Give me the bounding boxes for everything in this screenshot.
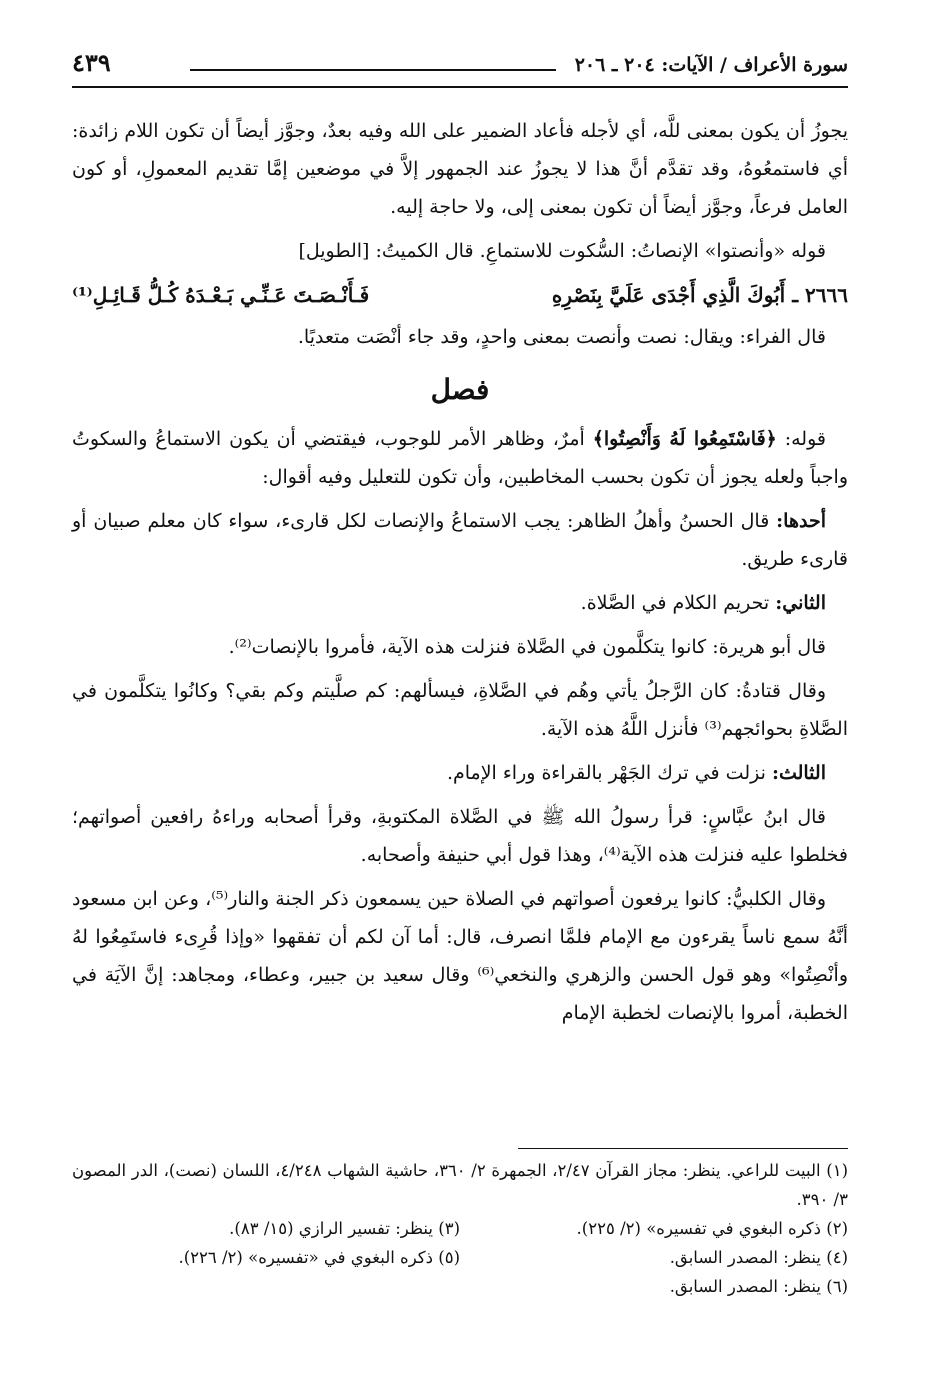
main-text bbox=[72, 112, 848, 1038]
paragraph-6 bbox=[72, 584, 848, 622]
section-heading: فصل bbox=[430, 373, 490, 406]
surah-title: سورة الأعراف / الآيات: ٢٠٤ ـ ٢٠٦ bbox=[574, 54, 848, 76]
opinion-label-first: أحدها: bbox=[776, 510, 826, 532]
paragraph-4 bbox=[72, 420, 848, 496]
paragraph-9 bbox=[72, 754, 848, 792]
footnote-1: (١) البيت للراعي. ينظر: مجاز القرآن ٢/٤٧، الجمهرة ٢/ ٣٦٠، حاشية الشهاب ٤/٢٤٨، اللسان (نصت)، الدر المصون ٣/ ٣٩٠. bbox=[72, 1161, 848, 1209]
paragraph-10: قال ابنُ عبَّاسٍ: قرأ رسولُ الله ﷺ في الصَّلاة المكتوبةِ، وقرأ أصحابه وراءهُ رافعين أصواتهم؛ فخلطوا عليه فنزلت هذه الآية⁽⁴⁾، وهذا قول أبي حنيفة وأصحابه. bbox=[72, 806, 848, 866]
footnote-3: (٣) ينظر: تفسير الرازي (١٥/ ٨٣). bbox=[229, 1219, 460, 1238]
footnote-6: (٦) ينظر: المصدر السابق. bbox=[669, 1277, 848, 1296]
footnote-separator bbox=[518, 1148, 848, 1149]
paragraph-2: قوله «وأنصتوا» الإنصاتُ: السُّكوت للاستماعِ. قال الكميتُ: [الطويل] bbox=[298, 240, 826, 262]
opinion-label-third: الثالث: bbox=[771, 762, 826, 784]
footnote-4: (٤) ينظر: المصدر السابق. bbox=[669, 1248, 848, 1267]
page-number: ٤٣٩ bbox=[72, 48, 111, 77]
opinion-text-third: نزلت في ترك الجَهْر بالقراءة وراء الإمام. bbox=[446, 762, 772, 784]
poetry-verse bbox=[72, 276, 848, 314]
paragraph-8: وقال قتادةُ: كان الرَّجلُ يأتي وهُم في الصَّلاةِ، فيسألهم: كم صلَّيتم وكم بقي؟ وكانُوا يتكلَّمون في الصَّلاةِ بحوائجهم⁽³⁾ فأنزل اللَّهُ هذه الآية. bbox=[72, 680, 848, 740]
opinion-text-second: تحريم الكلام في الصَّلاة. bbox=[580, 592, 776, 614]
header-rule bbox=[190, 69, 556, 71]
footnotes bbox=[72, 1156, 848, 1301]
footnote-5: (٥) ذكره البغوي في «تفسيره» (٢/ ٢٢٦). bbox=[178, 1248, 460, 1267]
verse-first-hemistich: ٢٦٦٦ ـ أَبُوكَ الَّذِي أَجْدَى عَلَيَّ بِنَصْرِهِ bbox=[551, 283, 848, 307]
paragraph-5 bbox=[72, 502, 848, 578]
page-header bbox=[72, 44, 848, 88]
paragraph-7: قال أبو هريرة: كانوا يتكلَّمون في الصَّلاة فنزلت هذه الآية، فأمروا بالإنصات⁽²⁾. bbox=[228, 636, 826, 658]
opinion-label-second: الثاني: bbox=[775, 592, 826, 614]
paragraph-3: قال الفراء: ويقال: نصت وأنصت بمعنى واحدٍ، وقد جاء أنْصَت متعديًا. bbox=[297, 326, 826, 348]
paragraph-11: وقال الكلبيُّ: كانوا يرفعون أصواتهم في الصلاة حين يسمعون ذكر الجنة والنار⁽⁵⁾، وعن ابن مسعود أنَّهُ سمع ناساً يقرءون مع الإمام فلمَّا انصرف، قال: أما آن لكم أن تفقهوا «وإذا قُرِىء فاستَمِعُوا لهُ وأنْصِتُوا» وهو قول الحسن والزهري والنخعي⁽⁶⁾ وقال سعيد بن جبير، وعطاء، ومجاهد: إنَّ الآيَة في الخطبة، أمروا بالإنصات لخطبة الإمام bbox=[72, 888, 848, 1024]
footnote-2: (٢) ذكره البغوي في تفسيره» (٢/ ٢٢٥). bbox=[576, 1219, 848, 1238]
p4-rest: أمرٌ، وظاهر الأمر للوجوب، فيقتضي أن يكون الاستماعُ والسكوتُ واجباً ولعله يجوز أن تكون بحسب المخاطبين، وأن تكون للتعليل وفيه أقوال: bbox=[72, 428, 848, 488]
verse-second-hemistich: فَـأَنْـصَـتَ عَـنِّـي بَـعْـدَهُ كُـلُّ قَـائِـلِ⁽¹⁾ bbox=[72, 283, 370, 307]
quran-quote: ﴿فَاسْتَمِعُوا لَهُ وَأَنْصِتُوا﴾ bbox=[592, 428, 777, 450]
paragraph-1: يجوزُ أن يكون بمعنى للَّه، أي لأجله فأعاد الضمير على الله وفيه بعدٌ، وجوَّز أيضاً أن تكون اللام زائدة: أي فاستمعُوهُ، وقد تقدَّم أنَّ هذا لا يجوزُ عند الجمهور إلاَّ في موضعين إمَّا تقديم المعمولِ، أو كون العامل فرعاً، وجوَّز أيضاً أن تكون بمعنى إلى، ولا حاجة إليه. bbox=[72, 120, 848, 218]
opinion-text-first: قال الحسنُ وأهلُ الظاهر: يجب الاستماعُ والإنصات لكل قارىء، سواء كان معلم صبيان أو قارىء طريق. bbox=[72, 510, 848, 570]
p4-lead: قوله: bbox=[776, 428, 826, 450]
